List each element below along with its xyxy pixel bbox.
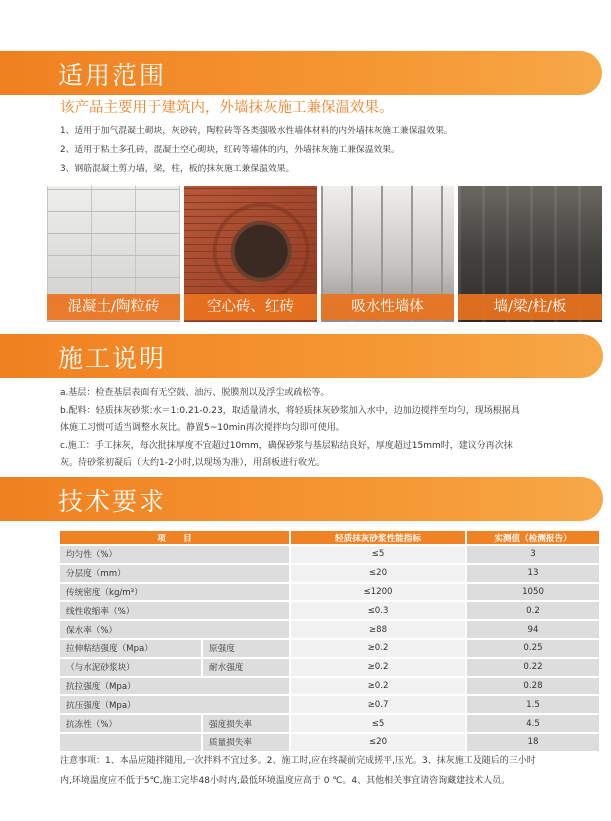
row-value: 94 (466, 620, 600, 639)
row-subitem: 质量损失率 (202, 733, 290, 752)
table-row (60, 733, 600, 752)
photo-strip (47, 186, 602, 322)
table-row (60, 695, 600, 714)
row-item: 线性收缩率（%） (60, 601, 290, 620)
photo-caption: 吸水性墙体 (321, 294, 454, 320)
construction-line: c.施工：手工抹灰，每次批抹厚度不宜超过10mm，确保砂浆与基层粘结良好，厚度超过15mm时，建议分再次抹 (60, 441, 513, 451)
row-spec: ≤5 (290, 714, 466, 733)
section-title: 技术要求 (58, 487, 167, 516)
row-item: 抗压强度（Mpa） (60, 695, 290, 714)
row-item: 抗冻性（%） (60, 714, 202, 733)
row-subitem: 原强度 (202, 639, 290, 658)
row-spec: ≤5 (290, 545, 466, 564)
photo-caption: 空心砖、红砖 (184, 294, 317, 320)
scope-subtitle: 该产品主要用于建筑内，外墙抹灰施工兼保温效果。 (60, 100, 394, 116)
row-item: 传统密度（kg/m³） (60, 583, 290, 602)
section-banner-construction (0, 334, 603, 378)
row-item: 分层度（mm） (60, 564, 290, 583)
row-value: 18 (466, 733, 600, 752)
row-value: 0.2 (466, 601, 600, 620)
row-item (60, 733, 202, 752)
row-spec: ≤0.3 (290, 601, 466, 620)
photo-concrete-block (47, 186, 180, 322)
scope-item: 2、适用于粘土多孔砖，混凝土空心砌块，红砖等墙体的内，外墙抹灰施工兼保温效果。 (60, 145, 400, 155)
table-row (60, 714, 600, 733)
photo-red-brick (184, 186, 317, 322)
construction-line: 体施工习惯可适当调整水灰比。静置5~10min再次搅拌均匀即可使用。 (60, 423, 345, 433)
construction-line: b.配料：轻质抹灰砂浆:水＝1:0.21-0.23，取适量清水，将轻质抹灰砂浆加入水中，边加边搅拌至均匀，现场根据具 (60, 406, 520, 416)
table-header-row (60, 531, 600, 545)
row-value: 3 (466, 545, 600, 564)
photo-caption: 墙/梁/柱/板 (458, 294, 602, 320)
row-spec: ≥0.2 (290, 639, 466, 658)
row-spec: ≤1200 (290, 583, 466, 602)
scope-item: 1、适用于加气混凝土砌块，灰砂砖，陶粒砖等各类强吸水性墙体材料的内外墙抹灰施工兼保温效果。 (60, 126, 453, 136)
row-spec: ≥0.2 (290, 658, 466, 677)
row-subitem: 耐水强度 (202, 658, 290, 677)
row-spec: ≤20 (290, 564, 466, 583)
row-item: 保水率（%） (60, 620, 290, 639)
row-spec: ≤20 (290, 733, 466, 752)
header-value: 实测值（检测报告） (466, 531, 600, 545)
spec-table (60, 531, 601, 753)
row-item: （与水泥砂浆块） (60, 658, 202, 677)
row-spec: ≥0.2 (290, 677, 466, 696)
row-value: 4.5 (466, 714, 600, 733)
section-banner-tech (0, 477, 603, 521)
row-item: 抗拉强度（Mpa） (60, 677, 290, 696)
row-item: 均匀性（%） (60, 545, 290, 564)
header-item: 项 目 (60, 531, 290, 545)
table-row (60, 658, 600, 677)
row-value: 0.25 (466, 639, 600, 658)
row-subitem: 强度损失率 (202, 714, 290, 733)
construction-line: a.基层：检查基层表面有无空鼓、油污、脱膜剂以及浮尘或疏松等。 (60, 388, 330, 398)
row-spec: ≥88 (290, 620, 466, 639)
row-value: 0.28 (466, 677, 600, 696)
notes-line: 内,环境温度应不低于5℃,施工完毕48小时内,最低环境温度应高于 0 ℃。4、其他相关事宜请咨询藏建技术人员。 (60, 776, 511, 786)
scope-item: 3、钢筋混凝土剪力墙，梁，柱，板的抹灰施工兼保温效果。 (60, 164, 295, 174)
table-row (60, 639, 600, 658)
row-value: 13 (466, 564, 600, 583)
photo-caption: 混凝土/陶粒砖 (47, 294, 180, 320)
header-spec: 轻质抹灰砂浆性能指标 (290, 531, 466, 545)
section-banner-scope (0, 51, 602, 95)
table-row (60, 564, 600, 583)
section-title: 施工说明 (58, 344, 167, 373)
table-row (60, 583, 600, 602)
photo-absorbent-wall (321, 186, 454, 322)
photo-wall-beam-column (458, 186, 602, 322)
row-value: 1050 (466, 583, 600, 602)
row-item: 拉伸粘结强度（Mpa） (60, 639, 202, 658)
construction-line: 灰。待砂浆初凝后（大约1-2小时,以现场为准），用刮板进行收光。 (60, 458, 326, 468)
row-value: 0.22 (466, 658, 600, 677)
table-row (60, 620, 600, 639)
row-spec: ≥0.7 (290, 695, 466, 714)
table-row (60, 677, 600, 696)
table-row (60, 545, 600, 564)
table-row (60, 601, 600, 620)
section-title: 适用范围 (58, 61, 167, 90)
notes-line: 注意事项：1、本品应随拌随用,一次拌料不宜过多。2、施工时,应在终凝前完成搓平,压光。3、抹灰施工及随后的三小时 (60, 756, 536, 766)
row-value: 1.5 (466, 695, 600, 714)
